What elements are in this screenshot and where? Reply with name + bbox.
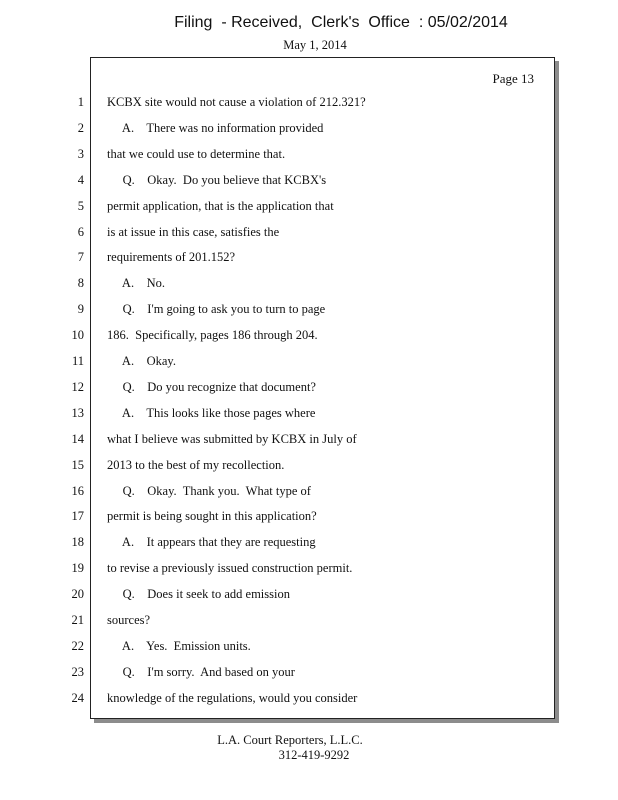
line-number: 6 xyxy=(77,225,84,239)
line-text: Q. I'm going to ask you to turn to page xyxy=(107,302,326,316)
line-text: A. No. xyxy=(107,276,165,290)
line-text: Q. Does it seek to add emission xyxy=(107,587,290,601)
line-text: A. Okay. xyxy=(107,354,176,368)
line-text: is at issue in this case, satisfies the xyxy=(107,225,280,239)
line-number: 7 xyxy=(77,250,84,264)
line-number: 8 xyxy=(77,276,84,290)
line-text: requirements of 201.152? xyxy=(107,250,236,264)
line-number: 13 xyxy=(71,406,84,420)
line-number: 24 xyxy=(71,691,84,705)
line-text: A. It appears that they are requesting xyxy=(107,535,316,549)
line-text: 2013 to the best of my recollection. xyxy=(107,458,285,472)
line-number: 14 xyxy=(71,432,84,446)
line-number: 18 xyxy=(71,535,84,549)
reporter-company: L.A. Court Reporters, L.L.C. xyxy=(217,733,363,747)
line-number: 12 xyxy=(71,380,84,394)
line-number: 1 xyxy=(77,95,84,109)
line-number: 15 xyxy=(71,458,84,472)
line-text: permit application, that is the application that xyxy=(107,199,334,213)
line-number: 10 xyxy=(71,328,84,342)
line-text: A. This looks like those pages where xyxy=(107,406,316,420)
line-number: 2 xyxy=(77,121,84,135)
line-number: 21 xyxy=(71,613,84,627)
reporter-phone: 312-419-9292 xyxy=(278,748,350,762)
line-number: 16 xyxy=(71,484,84,498)
line-number: 3 xyxy=(77,147,84,161)
line-text: Q. Do you recognize that document? xyxy=(107,380,316,394)
line-text: A. Yes. Emission units. xyxy=(107,639,251,653)
line-text: permit is being sought in this application? xyxy=(107,509,317,523)
line-number: 11 xyxy=(71,354,84,368)
line-number: 23 xyxy=(71,665,84,679)
line-number: 4 xyxy=(77,173,84,187)
line-text: to revise a previously issued construction permit. xyxy=(107,561,353,575)
line-number: 5 xyxy=(77,199,84,213)
line-text: knowledge of the regulations, would you consider xyxy=(107,691,358,705)
line-text: that we could use to determine that. xyxy=(107,147,286,161)
filing-stamp: Filing - Received, Clerk's Office : 05/02/2014 xyxy=(174,14,508,31)
line-number: 22 xyxy=(71,639,84,653)
line-text: Q. I'm sorry. And based on your xyxy=(107,665,295,679)
line-text: sources? xyxy=(107,613,151,627)
line-number: 17 xyxy=(71,509,84,523)
page-number: Page 13 xyxy=(492,71,534,86)
line-text: A. There was no information provided xyxy=(107,121,324,135)
transcript-date: May 1, 2014 xyxy=(283,38,347,52)
line-text: what I believe was submitted by KCBX in July of xyxy=(107,432,357,446)
line-text: KCBX site would not cause a violation of 212.321? xyxy=(107,95,366,109)
line-number: 20 xyxy=(71,587,84,601)
line-number: 19 xyxy=(71,561,84,575)
line-text: 186. Specifically, pages 186 through 204. xyxy=(107,328,318,342)
line-text: Q. Okay. Thank you. What type of xyxy=(107,484,311,498)
line-text: Q. Okay. Do you believe that KCBX's xyxy=(107,173,327,187)
line-number: 9 xyxy=(77,302,84,316)
